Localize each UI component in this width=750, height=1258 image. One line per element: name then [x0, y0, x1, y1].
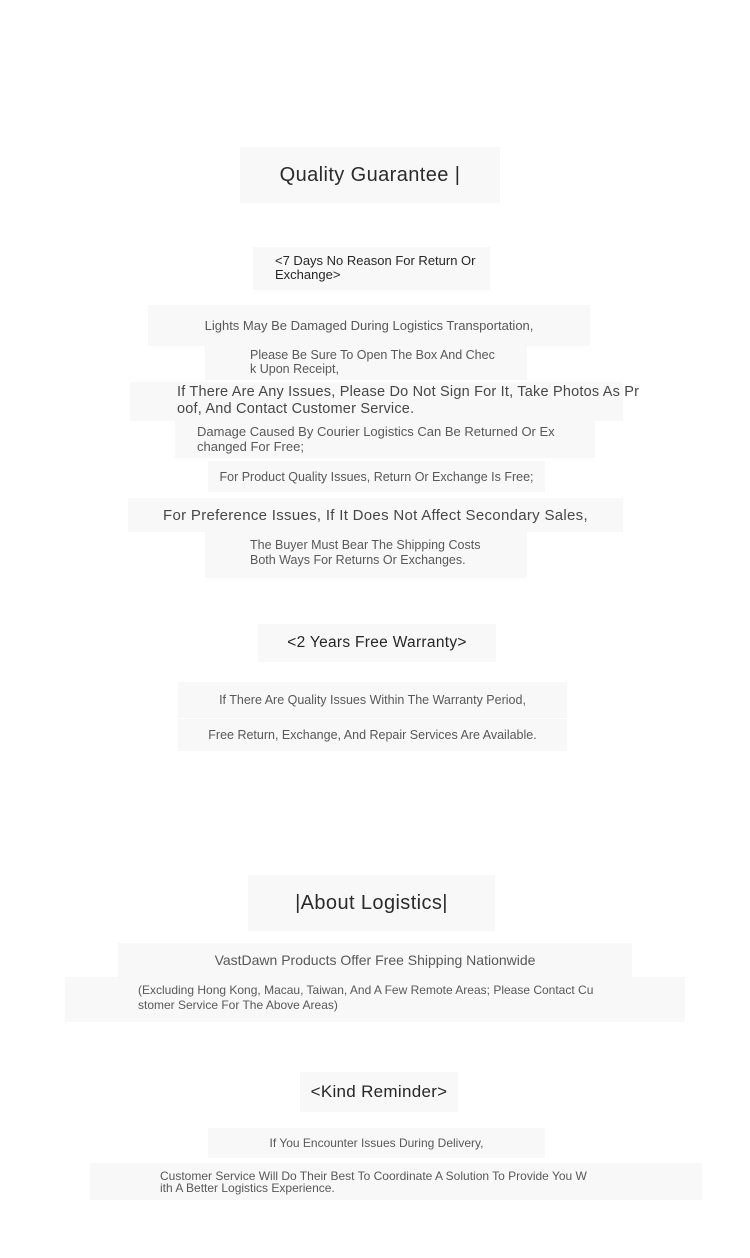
free-shipping-note [118, 943, 632, 977]
issues-warning-line-2: oof, And Contact Customer Service. [177, 400, 415, 417]
preference-policy [128, 498, 623, 532]
delivery-issues-note [208, 1128, 545, 1158]
warranty-note-2-text: Free Return, Exchange, And Repair Services Are Available. [208, 728, 537, 742]
customer-service-line-1: Customer Service Will Do Their Best To Coordinate A Solution To Provide You W [160, 1169, 587, 1183]
seven-days-line-1: <7 Days No Reason For Return Or [275, 253, 476, 268]
open-box-line-2: k Upon Receipt, [250, 362, 339, 376]
lights-damage-note-text: Lights May Be Damaged During Logistics Transportation, [204, 318, 534, 333]
free-shipping-note-text: VastDawn Products Offer Free Shipping Nationwide [214, 952, 536, 968]
courier-damage-line-1: Damage Caused By Courier Logistics Can Be Returned Or Ex [197, 424, 555, 439]
excluding-areas-line-2: stomer Service For The Above Areas) [138, 998, 338, 1012]
kind-reminder-heading-text: <Kind Reminder> [310, 1082, 448, 1101]
warranty-note-1 [178, 682, 567, 718]
quality-free-policy-text: For Product Quality Issues, Return Or Exchange Is Free; [219, 469, 534, 484]
seven-days-line-2: Exchange> [275, 267, 341, 282]
issues-warning [130, 382, 640, 421]
kind-reminder-heading [300, 1072, 458, 1112]
excluding-areas-line-1: (Excluding Hong Kong, Macau, Taiwan, And A Few Remote Areas; Please Contact Cu [138, 983, 594, 997]
customer-service-line-2: ith A Better Logistics Experience. [160, 1180, 335, 1195]
quality-guarantee-title-text: Quality Guarantee | [279, 163, 461, 186]
issues-warning-line-1: If There Are Any Issues, Please Do Not Sign For It, Take Photos As Pr [177, 384, 640, 400]
buyer-costs-line-1: The Buyer Must Bear The Shipping Costs [250, 538, 481, 552]
warranty-note-1-text: If There Are Quality Issues Within The Warranty Period, [219, 693, 526, 707]
open-box-note [205, 346, 527, 380]
warranty-note-2 [178, 719, 567, 751]
quality-free-policy [208, 461, 545, 492]
warranty-heading [258, 624, 496, 662]
courier-damage-line-2: changed For Free; [197, 439, 304, 454]
seven-days-heading [253, 247, 490, 290]
delivery-issues-note-text: If You Encounter Issues During Delivery, [269, 1136, 484, 1150]
open-box-line-1: Please Be Sure To Open The Box And Chec [250, 348, 495, 362]
quality-guarantee-title [240, 147, 500, 203]
about-logistics-title [248, 875, 495, 931]
buyer-costs-line-2: Both Ways For Returns Or Exchanges. [250, 553, 466, 567]
warranty-heading-text: <2 Years Free Warranty> [287, 634, 467, 651]
about-logistics-title-text: |About Logistics| [295, 891, 448, 914]
preference-policy-text: For Preference Issues, If It Does Not Affect Secondary Sales, [163, 506, 588, 524]
courier-damage-policy [175, 420, 595, 458]
excluding-areas-note [65, 977, 685, 1022]
lights-damage-note [148, 305, 590, 346]
buyer-costs-note [205, 532, 527, 578]
customer-service-note [90, 1163, 702, 1200]
